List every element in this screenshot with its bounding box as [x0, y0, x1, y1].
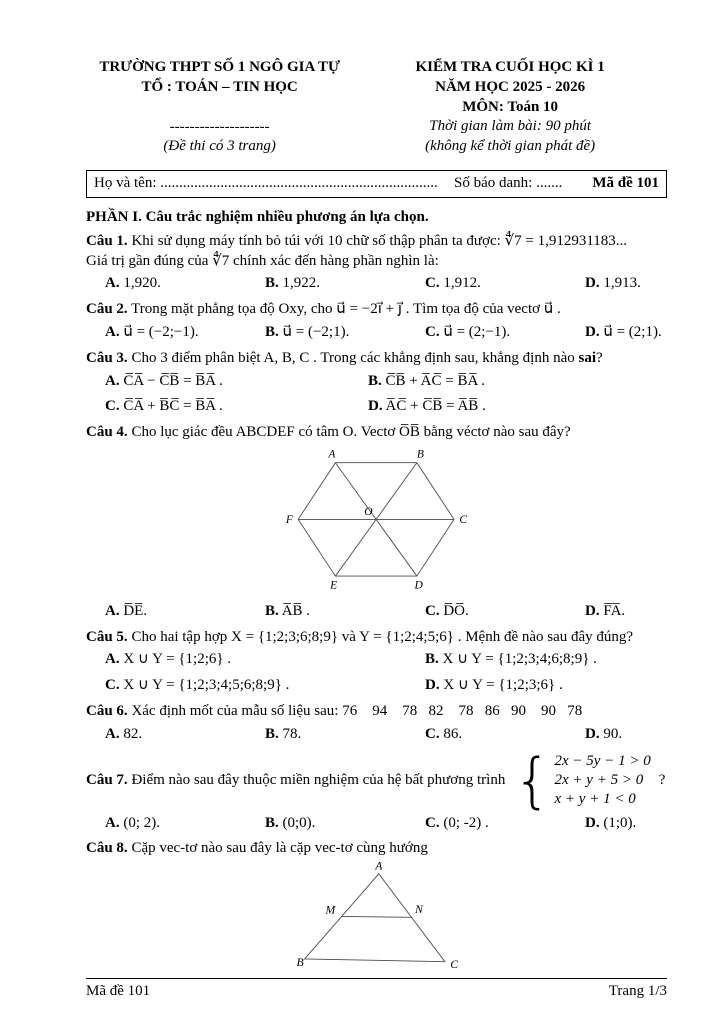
vertex-label-B: B [295, 956, 304, 970]
option-key: B. [265, 725, 279, 742]
question-label: Câu 6. [86, 702, 128, 719]
option-key: A. [105, 372, 120, 389]
option-key: B. [425, 651, 439, 668]
option-text: C̅A̅ + B̅C̅ = B̅A̅ . [123, 398, 223, 415]
triangle-outline [304, 874, 444, 962]
option-key: A. [105, 275, 120, 292]
option-key: D. [585, 814, 600, 831]
triangle-svg [291, 861, 463, 970]
inequality-1: 2x − 5y − 1 > 0 [554, 753, 651, 770]
midsegment-MN [341, 917, 411, 918]
option-d [585, 274, 667, 294]
question-text: Cho lục giác đều ABCDEF có tâm O. Vectơ O̅B̅ bằng véctơ nào sau đây? [131, 424, 571, 441]
option-key: A. [105, 814, 120, 831]
name-field: Họ và tên: .......................................................................... [94, 175, 438, 192]
option-key: D. [585, 602, 600, 619]
exam-title: KIỂM TRA CUỐI HỌC KÌ 1 [415, 59, 605, 75]
system-brace: { [513, 745, 552, 816]
question-1 [86, 232, 667, 294]
option-text: D̅E̅. [123, 602, 148, 619]
option-text: u⃗ = (2;−1). [443, 323, 511, 340]
vertex-label-C: C [449, 958, 458, 971]
question-mark: ? [658, 771, 666, 788]
option-key: A. [105, 725, 120, 742]
option-c [425, 274, 585, 294]
question-1-options [86, 274, 667, 294]
question-5 [86, 628, 667, 696]
school-name: TRƯỜNG THPT SỐ 1 NGÔ GIA TỰ [99, 59, 340, 75]
option-key: C. [425, 275, 440, 292]
question-2-options [86, 323, 667, 343]
option-a [105, 274, 265, 294]
option-text: X ∪ Y = {1;2;3;6} . [443, 677, 563, 694]
question-label: Câu 7. [86, 771, 128, 788]
question-6-options [86, 725, 667, 745]
question-8 [86, 839, 667, 977]
option-c [425, 814, 585, 834]
option-d [425, 676, 667, 696]
option-text: u⃗ = (−2;−1). [123, 323, 199, 340]
question-3 [86, 349, 667, 417]
option-text: 86. [443, 725, 463, 742]
option-text: A̅B̅ . [281, 602, 311, 619]
triangle-figure [86, 861, 667, 977]
option-text: X ∪ Y = {1;2;3;4;5;6;8;9} . [123, 677, 290, 694]
option-key: B. [265, 814, 279, 831]
duration: Thời gian làm bài: 90 phút [429, 118, 591, 135]
option-text: u⃗ = (2;1). [603, 323, 662, 340]
question-bold-word: sai [578, 349, 597, 366]
option-key: D. [368, 398, 383, 415]
option-key: A. [105, 323, 120, 340]
option-text: X ∪ Y = {1;2;3;4;6;8;9} . [442, 651, 597, 668]
question-8-line [86, 839, 667, 859]
vertex-label-B: B [416, 448, 424, 461]
footer-exam-code: Mã đề 101 [86, 983, 151, 1000]
question-text-end: ? [596, 349, 603, 366]
option-a [105, 602, 265, 622]
student-info-bar [86, 170, 667, 198]
question-label: Câu 2. [86, 301, 128, 318]
option-key: A. [105, 602, 120, 619]
question-3-line [86, 349, 667, 369]
option-d [368, 397, 667, 417]
point-label-N: N [414, 902, 423, 916]
question-1-line1 [86, 232, 667, 252]
option-text: 1,920. [123, 275, 161, 292]
divider-dashes: -------------------- [169, 118, 270, 135]
subject: MÔN: Toán 10 [462, 98, 559, 115]
option-key: C. [425, 323, 440, 340]
center-label-O: O [363, 505, 373, 518]
question-7 [86, 745, 667, 834]
option-b [265, 274, 425, 294]
option-text: u⃗ = (−2;1). [282, 323, 350, 340]
option-c [425, 602, 585, 622]
option-text: (1;0). [603, 814, 637, 831]
question-label: Câu 5. [86, 628, 128, 645]
option-text: 78. [282, 725, 302, 742]
option-text: C̅A̅ − C̅B̅ = B̅A̅ . [123, 372, 223, 389]
vertex-label-A: A [374, 861, 382, 873]
question-6 [86, 702, 667, 745]
option-text: 1,922. [282, 275, 321, 292]
option-c [425, 725, 585, 745]
question-6-line [86, 702, 667, 722]
option-b [265, 814, 425, 834]
question-4-line [86, 423, 667, 443]
school-year: NĂM HỌC 2025 - 2026 [435, 78, 586, 95]
option-text: (0;0). [282, 814, 316, 831]
hexagon-figure [86, 445, 667, 599]
hexagon-svg [284, 445, 470, 592]
vertex-label-C: C [458, 513, 467, 526]
question-text: Cặp vec-tơ nào sau đây là cặp vec-tơ cùng hướng [131, 840, 428, 857]
vertex-label-D: D [413, 579, 423, 592]
question-text: Trong mặt phẳng tọa độ Oxy, cho u⃗ = −2i⃗ + j⃗ . Tìm tọa độ của vectơ u⃗ . [131, 301, 561, 318]
option-key: C. [105, 677, 120, 694]
question-4-options [86, 602, 667, 622]
footer-page-number: Trang 1/3 [608, 983, 667, 1000]
option-text: A̅C̅ + C̅B̅ = A̅B̅ . [385, 398, 486, 415]
department-name: TỔ : TOÁN – TIN HỌC [141, 78, 298, 95]
option-key: B. [265, 602, 279, 619]
option-b [265, 602, 425, 622]
question-7-line [86, 745, 667, 816]
option-text: (0; 2). [123, 814, 161, 831]
option-a [105, 650, 425, 670]
question-text: Xác định mốt của mẫu số liệu sau: 76 94 78 82 78 86 90 90 78 [131, 702, 583, 719]
option-b [368, 372, 667, 392]
question-label: Câu 3. [86, 349, 128, 366]
option-key: D. [585, 323, 600, 340]
option-b [425, 650, 667, 670]
option-key: C. [105, 398, 120, 415]
duration-note: (không kể thời gian phát đề) [425, 138, 596, 155]
option-d [585, 814, 667, 834]
option-key: A. [105, 651, 120, 668]
option-key: B. [265, 323, 279, 340]
exam-block [353, 58, 667, 157]
option-key: B. [368, 372, 382, 389]
vertex-label-F: F [285, 513, 293, 526]
vertex-label-E: E [329, 579, 337, 592]
exam-code-badge: Mã đề 101 [592, 175, 659, 192]
option-text: F̅A̅. [603, 602, 626, 619]
option-d [585, 323, 667, 343]
option-key: C. [425, 814, 440, 831]
question-3-options [86, 372, 667, 418]
option-text: X ∪ Y = {1;2;6} . [123, 651, 232, 668]
option-c [105, 676, 425, 696]
option-text: (0; -2) . [443, 814, 489, 831]
option-b [265, 725, 425, 745]
option-key: D. [585, 725, 600, 742]
question-label: Câu 1. [86, 232, 128, 249]
question-1-line2: Giá trị gần đúng của ∜7 chính xác đến hàng phần nghìn là: [86, 252, 439, 269]
option-d [585, 602, 667, 622]
question-7-text-wrap [86, 771, 505, 791]
question-text: Cho 3 điểm phân biệt A, B, C . Trong các khẳng định sau, khẳng định nào [131, 349, 579, 366]
option-key: C. [425, 725, 440, 742]
option-key: D. [425, 677, 440, 694]
question-label: Câu 4. [86, 424, 128, 441]
option-text: 82. [123, 725, 143, 742]
option-key: C. [425, 602, 440, 619]
option-a [105, 372, 368, 392]
question-5-options [86, 650, 667, 696]
inequality-2: 2x + y + 5 > 0 [554, 772, 644, 789]
option-a [105, 323, 265, 343]
question-5-line [86, 628, 667, 648]
exam-header [86, 58, 667, 157]
option-a [105, 725, 265, 745]
option-text: C̅B̅ + A̅C̅ = B̅A̅ . [385, 372, 485, 389]
option-b [265, 323, 425, 343]
option-d [585, 725, 667, 745]
option-text: D̅O̅. [443, 602, 469, 619]
option-a [105, 814, 265, 834]
vertex-label-A: A [327, 448, 335, 461]
school-block [86, 58, 353, 157]
question-text: Cho hai tập hợp X = {1;2;3;6;8;9} và Y = {1;2;4;5;6} . Mệnh đề nào sau đây đúng? [131, 628, 634, 645]
option-c [105, 397, 368, 417]
part1-title: PHẦN I. Câu trắc nghiệm nhiều phương án lựa chọn. [86, 208, 429, 225]
question-label: Câu 8. [86, 840, 128, 857]
question-7-options [86, 814, 667, 834]
question-2 [86, 300, 667, 343]
spacer [86, 98, 353, 118]
option-key: B. [265, 275, 279, 292]
pages-note: (Đề thi có 3 trang) [163, 138, 276, 155]
option-text: 1,913. [603, 275, 641, 292]
option-c [425, 323, 585, 343]
question-text: Điểm nào sau đây thuộc miền nghiệm của hệ bất phương trình [131, 771, 506, 788]
page-footer [86, 978, 667, 1002]
inequality-system [555, 752, 651, 808]
question-text: Khi sử dụng máy tính bỏ túi với 10 chữ số thập phân ta được: ∜7 = 1,912931183... [131, 232, 628, 249]
inequality-3: x + y + 1 < 0 [554, 790, 636, 807]
point-label-M: M [325, 903, 335, 917]
question-2-line [86, 300, 667, 320]
option-text: 90. [603, 725, 623, 742]
option-key: D. [585, 275, 600, 292]
question-4 [86, 423, 667, 621]
sbd-field: Số báo danh: ....... [454, 175, 563, 192]
option-text: 1,912. [443, 275, 481, 292]
